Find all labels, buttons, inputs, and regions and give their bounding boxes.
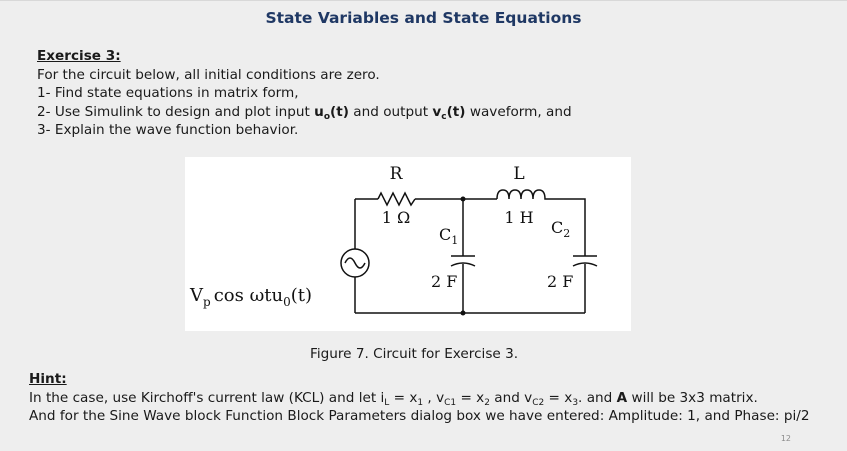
ac-source-wave: [345, 258, 365, 268]
hint-heading: Hint:: [29, 371, 67, 387]
circuit-figure: [185, 157, 631, 331]
item2-prefix: 2- Use Simulink to design and plot input: [37, 103, 315, 120]
l-value: 1 H: [504, 208, 534, 227]
output-signal: $v_c(t)$: [432, 103, 466, 122]
source-label: $V_p$ cos ωtu$_0$(t): [190, 285, 312, 309]
exercise-heading: Exercise 3:: [37, 48, 121, 64]
node-dot-bottom: [461, 311, 466, 316]
input-signal: $u_o(t)$: [314, 103, 349, 122]
figure-caption: Figure 7. Circuit for Exercise 3.: [310, 346, 519, 362]
c1-value: 2 F: [431, 272, 458, 291]
c2-label: $C_2$: [551, 218, 571, 240]
hint-line-1: In the case, use Kirchoff's current law (KCL) and let $i_L = x_1$ , $v_{C1} = x_2$ and $v_{C2} = x_3$. and A will be 3x3 matrix.: [29, 389, 758, 408]
slide-title: State Variables and State Equations: [265, 9, 582, 27]
wire-top-right: [568, 199, 585, 256]
hint-line-2: And for the Sine Wave block Function Block Parameters dialog box we have entered: Amplitude: 1, and Phase: pi/2: [29, 408, 810, 425]
l-label: L: [513, 164, 525, 184]
item2-mid: and output: [348, 103, 433, 120]
exercise-item-2: [37, 103, 572, 122]
exercise-intro: For the circuit below, all initial conditions are zero.: [37, 66, 380, 83]
page-number: 12: [780, 434, 791, 443]
circuit-diagram: [185, 157, 631, 331]
resistor: [378, 193, 415, 205]
c2-value: 2 F: [547, 272, 574, 291]
exercise-item-1: 1- Find state equations in matrix form,: [37, 85, 299, 102]
exercise-item-3: 3- Explain the wave function behavior.: [37, 122, 299, 139]
inductor: [497, 190, 568, 199]
r-value: 1 Ω: [381, 208, 411, 227]
item2-suffix: waveform, and: [465, 103, 572, 120]
r-label: R: [389, 164, 403, 184]
hint-block: [29, 370, 809, 426]
node-dot-top: [461, 197, 466, 202]
c1-label: $C_1$: [439, 225, 459, 247]
exercise-block: [37, 47, 572, 140]
